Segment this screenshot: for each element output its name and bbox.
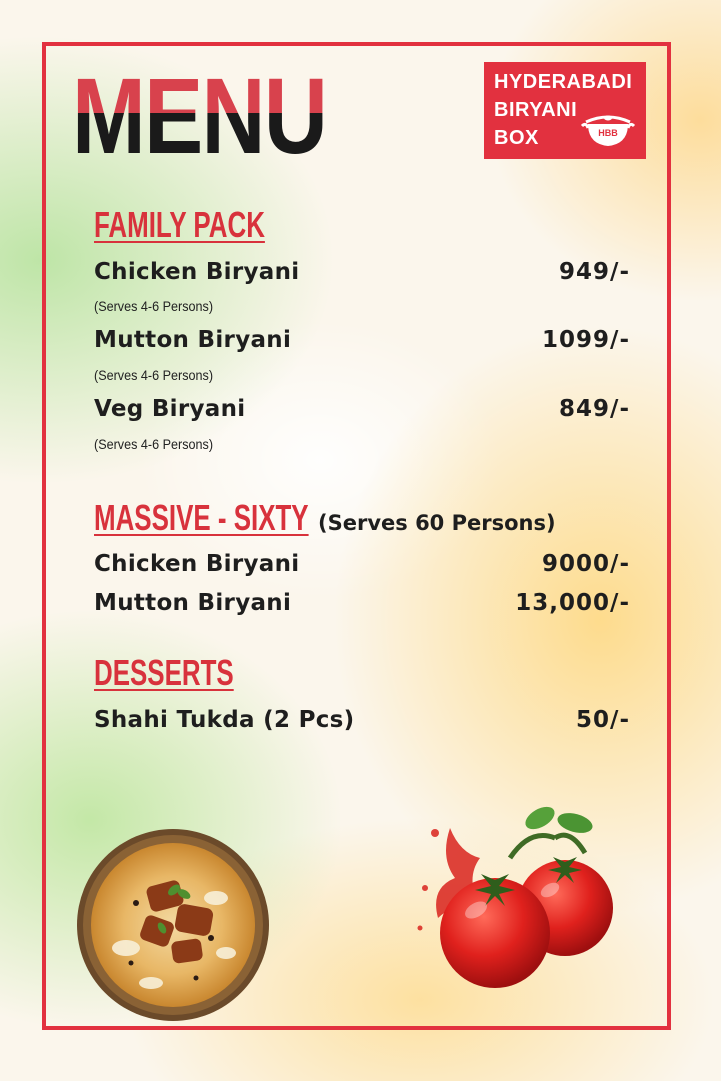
section-title-desserts: DESSERTS xyxy=(94,652,234,693)
item-serving-note: (Serves 4-6 Persons) xyxy=(94,367,214,383)
logo-line-3: BOX xyxy=(494,127,539,149)
item-name: Shahi Tukda (2 Pcs) xyxy=(94,707,355,733)
item-price: 9000/- xyxy=(542,551,630,577)
item-name: Mutton Biryani xyxy=(94,590,292,616)
item-serving-note: (Serves 4-6 Persons) xyxy=(94,298,214,314)
section-desserts xyxy=(94,652,288,693)
menu-item xyxy=(94,590,630,620)
item-name: Veg Biryani xyxy=(94,396,246,422)
item-price: 13,000/- xyxy=(515,590,630,616)
section-title-family-pack: FAMILY PACK xyxy=(94,204,265,245)
menu-item xyxy=(94,551,630,581)
brand-logo xyxy=(484,62,646,159)
item-price: 849/- xyxy=(559,396,630,422)
section-subtitle-massive-sixty: (Serves 60 Persons) xyxy=(318,511,556,535)
tomato-image xyxy=(410,798,640,998)
item-price: 1099/- xyxy=(542,327,630,353)
menu-item xyxy=(94,259,630,289)
menu-item xyxy=(94,707,630,737)
menu-title: MENU xyxy=(72,55,327,176)
item-price: 50/- xyxy=(576,707,630,733)
biryani-plate-image xyxy=(76,828,270,1022)
section-family-pack xyxy=(94,204,331,245)
item-price: 949/- xyxy=(559,259,630,285)
item-name: Chicken Biryani xyxy=(94,259,300,285)
svg-text:HBB: HBB xyxy=(598,128,618,138)
logo-line-2: BIRYANI xyxy=(494,99,578,121)
section-title-massive-sixty: MASSIVE - SIXTY xyxy=(94,497,309,538)
item-serving-note: (Serves 4-6 Persons) xyxy=(94,436,214,452)
item-name: Chicken Biryani xyxy=(94,551,300,577)
menu-item xyxy=(94,396,630,426)
biryani-pot-icon xyxy=(580,102,636,152)
logo-line-1: HYDERABADI xyxy=(494,71,633,93)
item-name: Mutton Biryani xyxy=(94,327,292,353)
menu-item xyxy=(94,327,630,357)
